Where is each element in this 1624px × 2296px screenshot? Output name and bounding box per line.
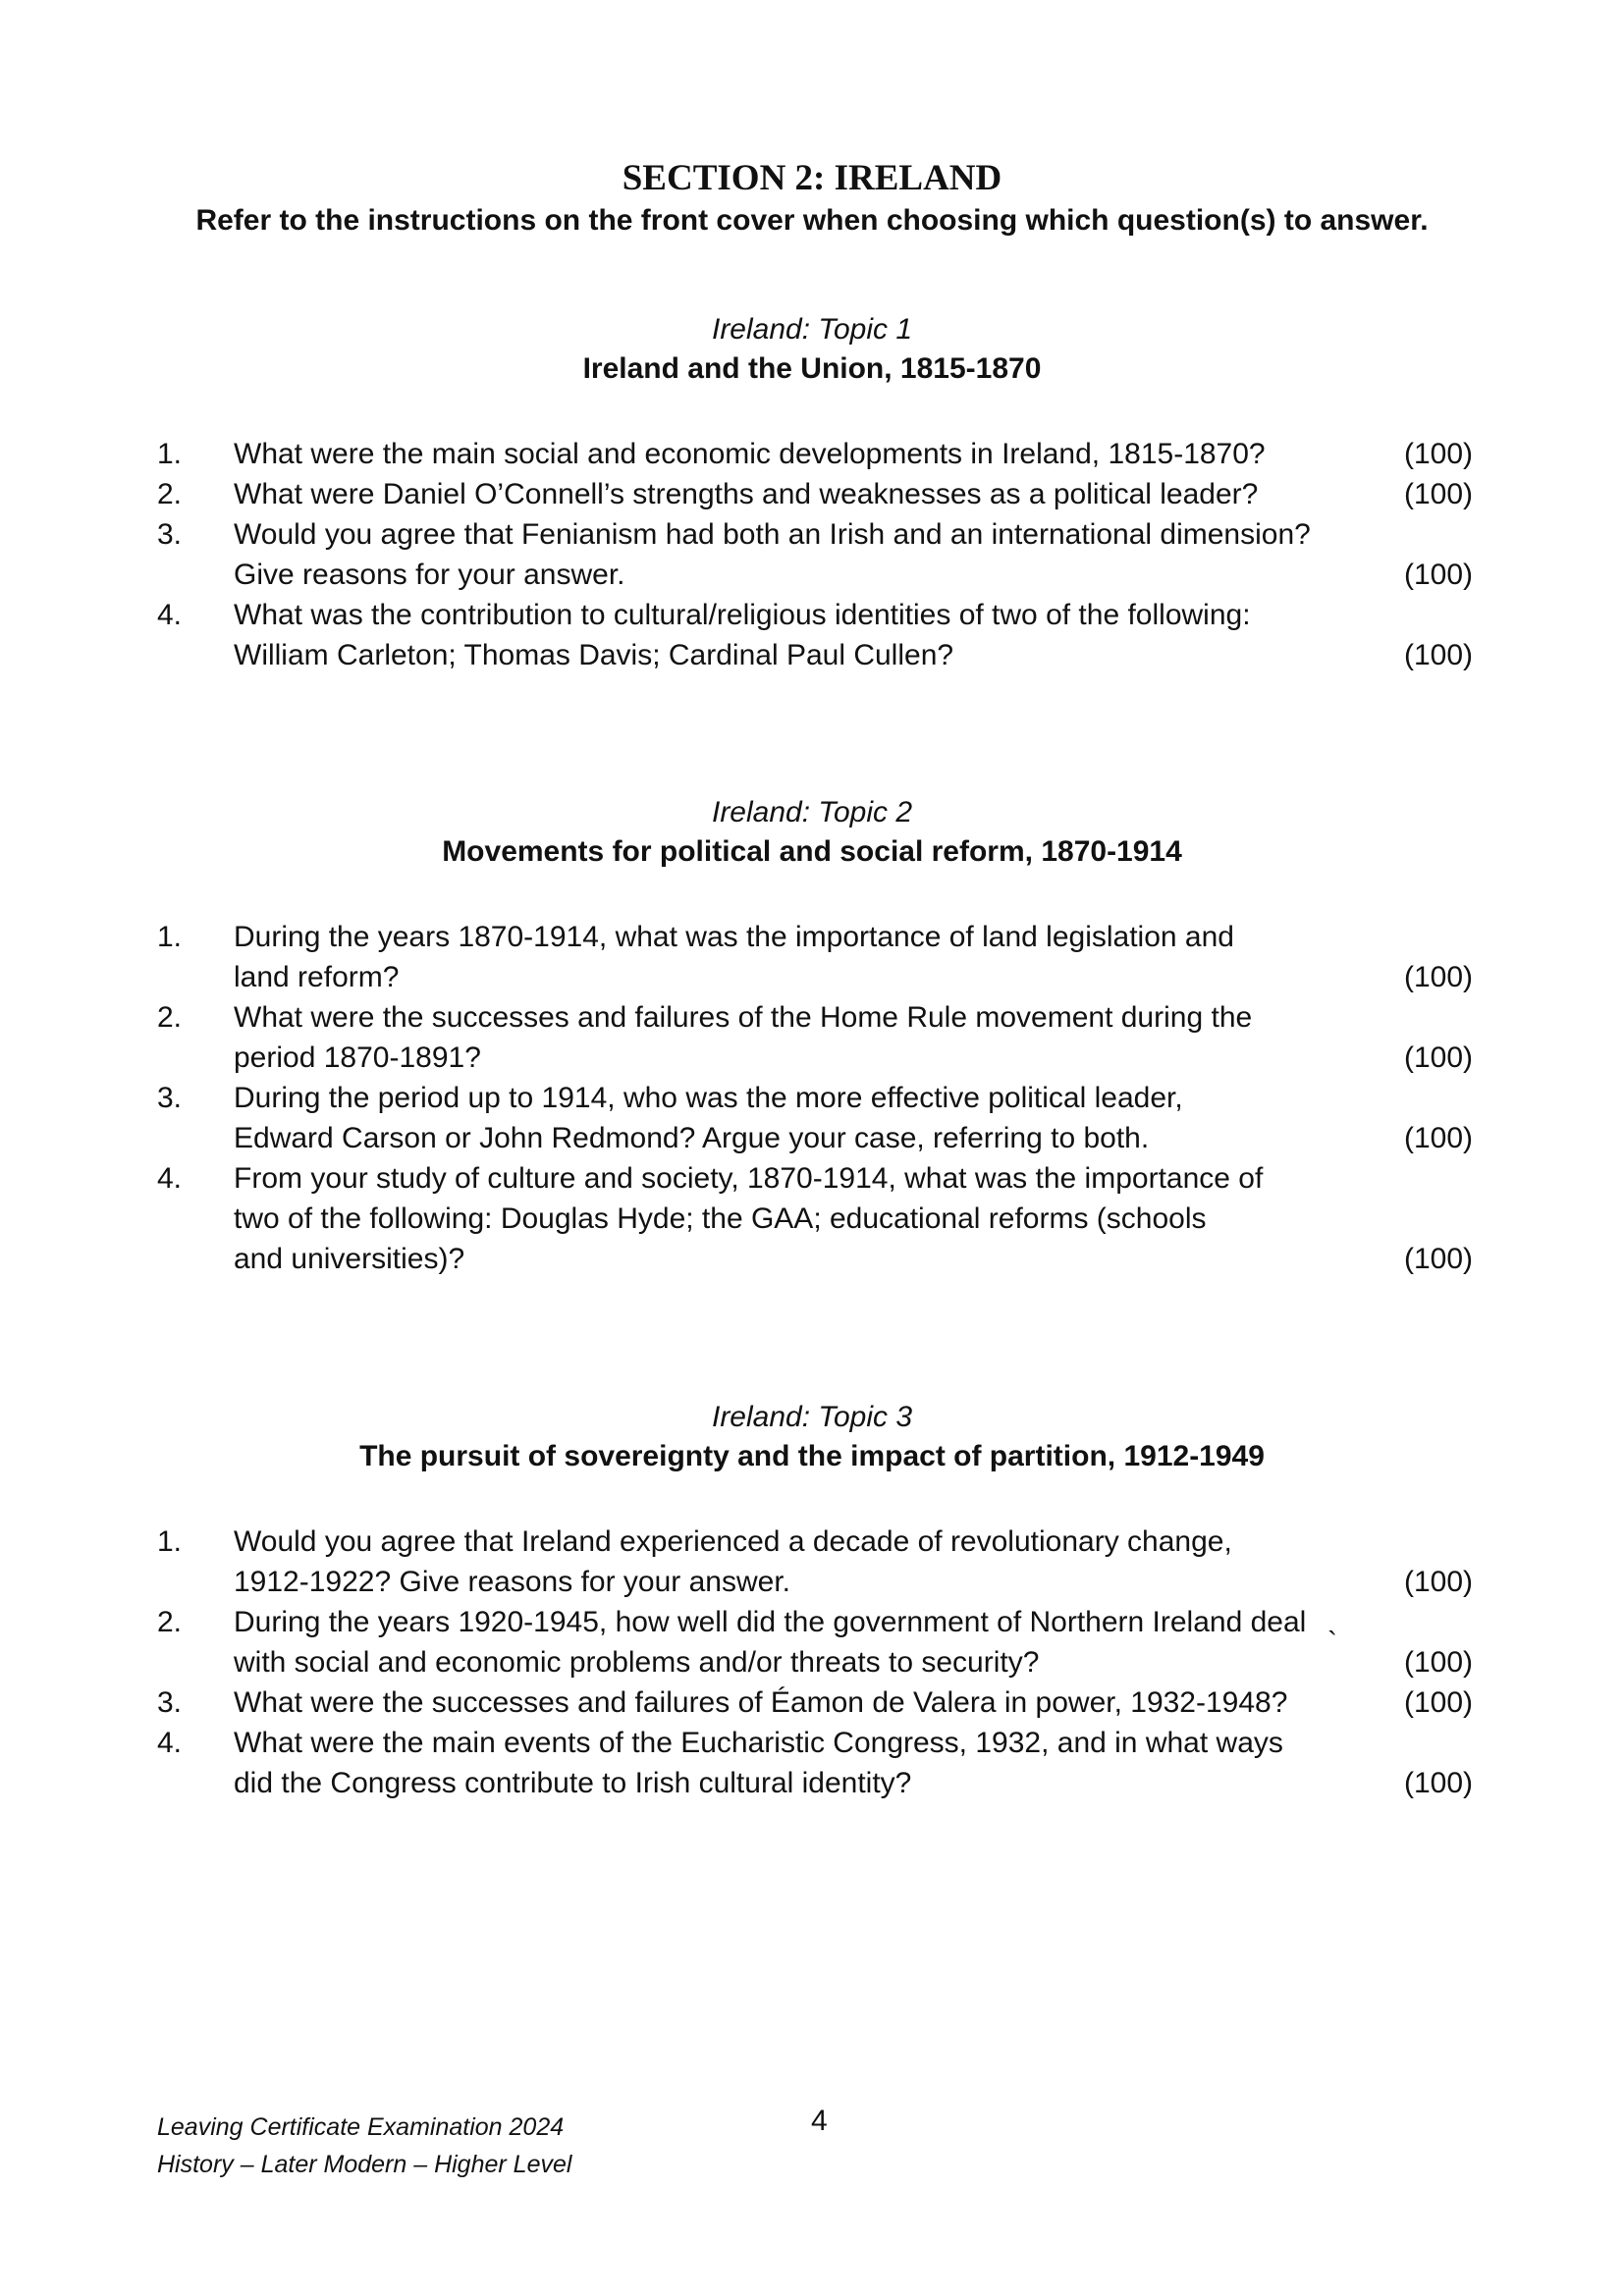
question-text	[234, 997, 1365, 1078]
question-line: 1912-1922? Give reasons for your answer.	[234, 1566, 790, 1598]
question-line: land reform?	[234, 961, 400, 993]
question-line: Would you agree that Fenianism had both an Irish and an international dimension?	[234, 518, 1311, 551]
question-number: 2.	[157, 1001, 183, 1034]
question-line: During the years 1870-1914, what was the importance of land legislation and	[234, 921, 1234, 953]
topic-title: Movements for political and social reform, 1870-1914	[442, 835, 1182, 868]
section-title: SECTION 2: IRELAND	[622, 158, 1002, 198]
topic-title: The pursuit of sovereignty and the impact of partition, 1912-1949	[359, 1440, 1265, 1472]
question-line: What were the successes and failures of the Home Rule movement during the	[234, 1001, 1253, 1034]
question-item	[157, 474, 1473, 514]
topic-label: Ireland: Topic 1	[711, 313, 913, 346]
question-marks: (100)	[1403, 961, 1473, 993]
topic-3-heading	[0, 1398, 1624, 1476]
topic-label: Ireland: Topic 3	[711, 1401, 913, 1433]
question-marks: (100)	[1403, 438, 1473, 470]
question-line: Give reasons for your answer.	[234, 559, 625, 591]
question-item	[157, 1522, 1473, 1602]
question-text	[234, 595, 1365, 675]
question-text	[234, 1602, 1365, 1682]
question-line: and universities)?	[234, 1243, 465, 1275]
question-line: During the period up to 1914, who was the more effective political leader,	[234, 1082, 1183, 1114]
question-number: 3.	[157, 518, 183, 551]
question-number: 4.	[157, 599, 183, 631]
question-marks: (100)	[1403, 478, 1473, 510]
question-marks: (100)	[1403, 1041, 1473, 1074]
question-marks: (100)	[1403, 559, 1473, 591]
question-text	[234, 514, 1365, 595]
question-line: What were the main social and economic developments in Ireland, 1815-1870?	[234, 438, 1266, 470]
question-marks: (100)	[1403, 1566, 1473, 1598]
topic-label: Ireland: Topic 2	[711, 796, 913, 828]
question-line: From your study of culture and society, 1870-1914, what was the importance of	[234, 1162, 1264, 1195]
question-number: 2.	[157, 1606, 183, 1638]
question-item	[157, 1723, 1473, 1803]
question-item	[157, 1078, 1473, 1158]
question-line: two of the following: Douglas Hyde; the GAA; educational reforms (schools	[234, 1202, 1207, 1235]
question-text	[234, 1078, 1365, 1158]
question-item	[157, 1682, 1473, 1723]
topic-1-questions	[157, 434, 1473, 675]
question-marks: (100)	[1403, 1122, 1473, 1154]
question-number: 3.	[157, 1082, 183, 1114]
question-marks: (100)	[1403, 1243, 1473, 1275]
question-item	[157, 595, 1473, 675]
question-number: 1.	[157, 438, 183, 470]
question-line: What were the main events of the Eucharistic Congress, 1932, and in what ways	[234, 1727, 1283, 1759]
question-number: 1.	[157, 921, 183, 953]
footer-exam: Leaving Certificate Examination 2024	[157, 2113, 565, 2141]
question-marks: (100)	[1403, 1767, 1473, 1799]
question-marks: (100)	[1403, 1646, 1473, 1679]
question-text	[234, 917, 1365, 997]
question-item	[157, 1158, 1473, 1279]
topic-2-questions	[157, 917, 1473, 1279]
question-number: 2.	[157, 478, 183, 510]
footer-subject: History – Later Modern – Higher Level	[157, 2151, 572, 2178]
question-line: What was the contribution to cultural/religious identities of two of the following:	[234, 599, 1251, 631]
topic-title: Ireland and the Union, 1815-1870	[582, 352, 1042, 385]
question-line: Would you agree that Ireland experienced a decade of revolutionary change,	[234, 1525, 1232, 1558]
question-number: 4.	[157, 1727, 183, 1759]
page-number: 4	[811, 2105, 828, 2137]
question-text	[234, 474, 1365, 514]
question-item	[157, 514, 1473, 595]
footer	[157, 2109, 571, 2183]
question-line: During the years 1920-1945, how well did the government of Northern Ireland deal	[234, 1606, 1307, 1638]
question-line: Edward Carson or John Redmond? Argue your case, referring to both.	[234, 1122, 1150, 1154]
question-text	[234, 1723, 1365, 1803]
question-item	[157, 434, 1473, 474]
question-number: 1.	[157, 1525, 183, 1558]
stray-mark: `	[1327, 1627, 1337, 1659]
question-text	[234, 1158, 1365, 1279]
question-line: with social and economic problems and/or threats to security?	[234, 1646, 1040, 1679]
topic-2-heading	[0, 793, 1624, 872]
question-line: period 1870-1891?	[234, 1041, 481, 1074]
question-item	[157, 1602, 1473, 1682]
question-text	[234, 434, 1365, 474]
topic-3-questions	[157, 1522, 1473, 1803]
question-number: 3.	[157, 1686, 183, 1719]
question-line: What were the successes and failures of Éamon de Valera in power, 1932-1948?	[234, 1686, 1288, 1719]
question-line: William Carleton; Thomas Davis; Cardinal Paul Cullen?	[234, 639, 954, 671]
question-item	[157, 917, 1473, 997]
question-number: 4.	[157, 1162, 183, 1195]
question-line: What were Daniel O’Connell’s strengths and weaknesses as a political leader?	[234, 478, 1259, 510]
question-marks: (100)	[1403, 639, 1473, 671]
topic-1-heading	[0, 310, 1624, 389]
instructions: Refer to the instructions on the front cover when choosing which question(s) to answer.	[195, 204, 1429, 237]
question-text	[234, 1522, 1365, 1602]
question-line: did the Congress contribute to Irish cultural identity?	[234, 1767, 912, 1799]
question-item	[157, 997, 1473, 1078]
question-marks: (100)	[1403, 1686, 1473, 1719]
question-text	[234, 1682, 1365, 1723]
